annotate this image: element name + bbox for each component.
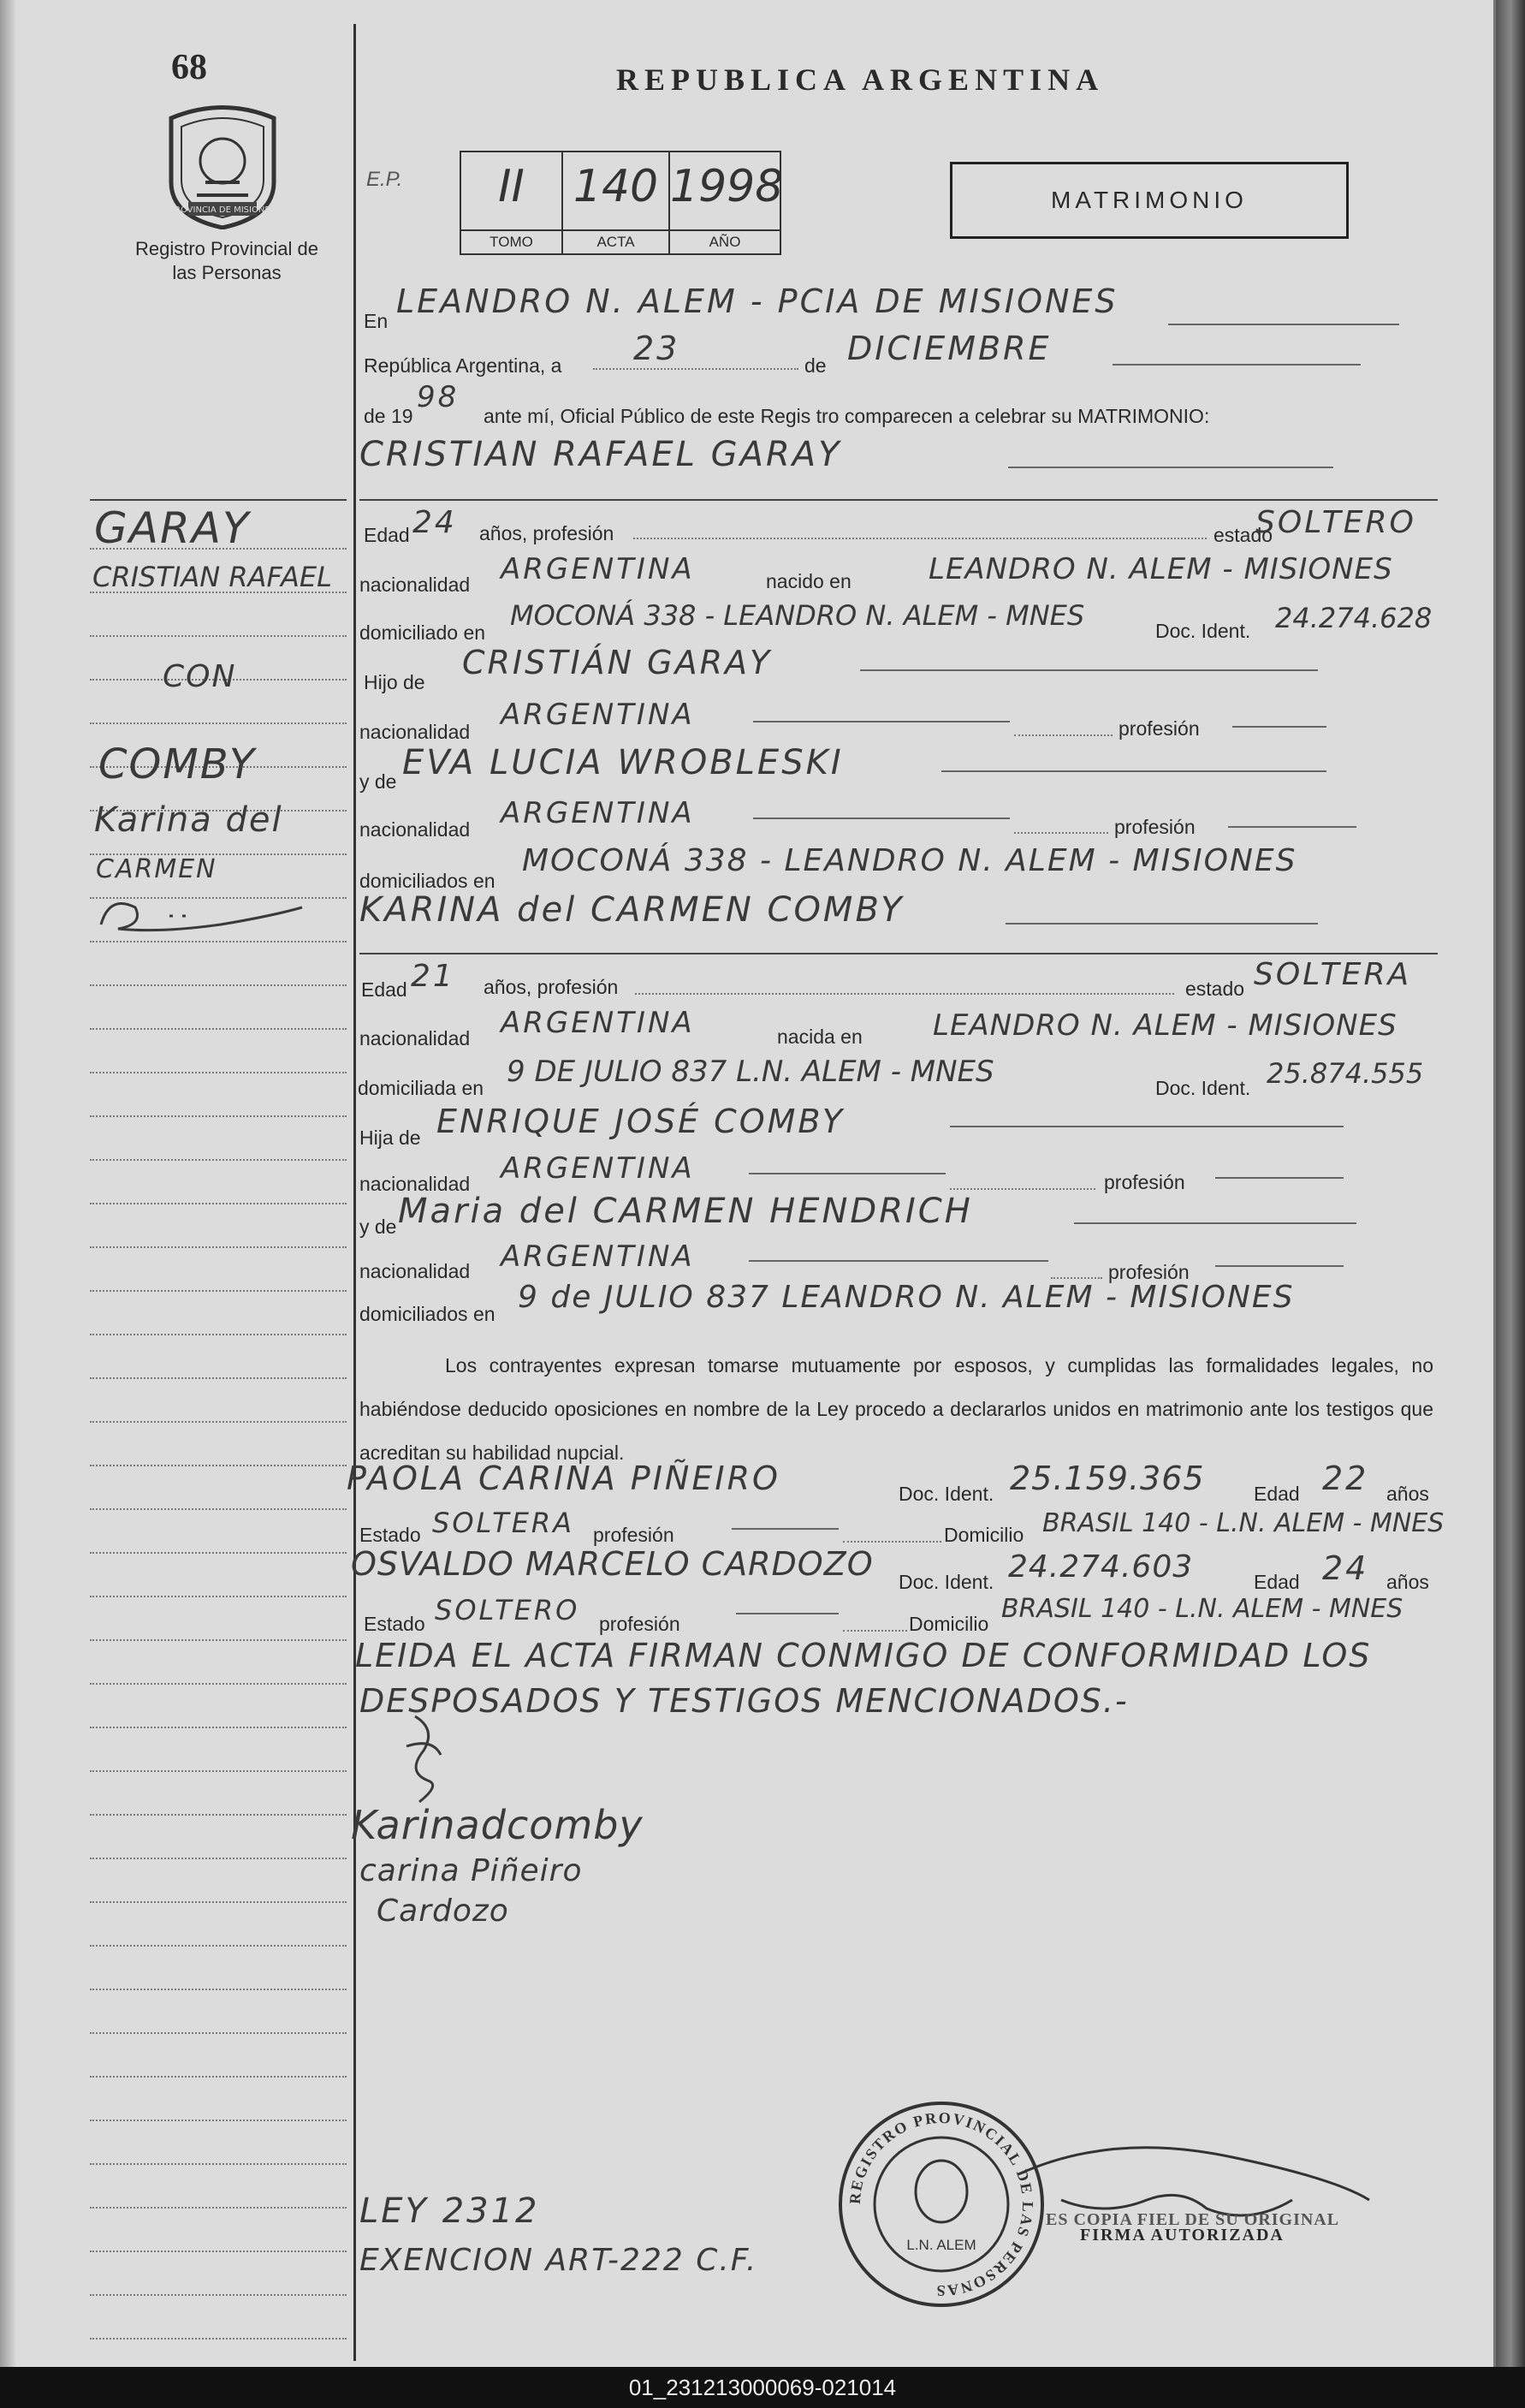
groom-nacido: LEANDRO N. ALEM - MISIONES <box>929 552 1393 586</box>
bride-father-nac: ARGENTINA <box>501 1151 695 1186</box>
hija-label: Hija de <box>359 1127 421 1149</box>
bride-mother-nac: ARGENTINA <box>501 1240 695 1274</box>
witness1-edad-label: Edad <box>1254 1483 1300 1505</box>
father-prof-label: profesión <box>1119 717 1200 740</box>
seal-label: PROVINCIA DE MISIONES <box>169 205 276 215</box>
parents-dom-label: domiciliados en <box>359 870 495 892</box>
witness2-doc: 24.274.603 <box>1008 1549 1194 1585</box>
witness2-dom-label: Domicilio <box>909 1613 989 1635</box>
section-rule <box>359 499 1438 501</box>
bride-doc: 25.874.555 <box>1267 1057 1424 1090</box>
republica-label: República Argentina, a <box>364 354 562 377</box>
estado-label: estado <box>1213 524 1273 546</box>
tomo-cell <box>461 152 563 253</box>
witness1-domicilio: BRASIL 140 - L.N. ALEM - MNES <box>1042 1508 1445 1538</box>
doc-label: Doc. Ident. <box>1155 620 1251 642</box>
exencion-note: EXENCION ART-222 C.F. <box>359 2243 758 2278</box>
groom-signature <box>389 1712 458 1810</box>
witness1-estado: SOLTERA <box>432 1507 575 1539</box>
registry-name: Registro Provincial de las Personas <box>135 238 318 283</box>
fill-line <box>749 1260 1048 1262</box>
margin-surname-groom: GARAY <box>94 503 251 553</box>
witness2-edad-label: Edad <box>1254 1571 1300 1593</box>
country-title: REPUBLICA ARGENTINA <box>616 62 1105 97</box>
witness1-doc-label: Doc. Ident. <box>899 1483 994 1505</box>
margin-rule-line <box>90 1858 347 1859</box>
bride-parents-dom-label: domiciliados en <box>359 1303 495 1325</box>
margin-rule-line <box>90 1901 347 1903</box>
nacido-label: nacido en <box>766 570 852 592</box>
margin-rule-line <box>90 1727 347 1728</box>
groom-father-nac: ARGENTINA <box>501 698 695 732</box>
doc-label-2: Doc. Ident. <box>1155 1077 1251 1099</box>
margin-rule-line <box>90 1334 347 1335</box>
margin-rule-line <box>90 1159 347 1161</box>
margin-given-bride-2: CARMEN <box>96 854 217 884</box>
act-type-box: MATRIMONIO <box>950 162 1349 239</box>
witness2-domicilio: BRASIL 140 - L.N. ALEM - MNES <box>1001 1594 1403 1624</box>
father-nac-label: nacionalidad <box>359 721 471 743</box>
bride-nacida: LEANDRO N. ALEM - MISIONES <box>933 1008 1397 1043</box>
anos-profesion-label: años, profesión <box>479 522 614 544</box>
margin-rule-line <box>90 1115 347 1117</box>
margin-rule-line <box>90 1770 347 1772</box>
bride-mother-nac-label: nacionalidad <box>359 1260 471 1282</box>
margin-rule-line <box>90 2250 347 2252</box>
stamp-center: L.N. ALEM <box>906 2237 976 2253</box>
bride-domicilio: 9 DE JULIO 837 L.N. ALEM - MNES <box>507 1055 994 1089</box>
margin-rule-line <box>90 1246 347 1248</box>
margin-rule-line <box>90 1203 347 1204</box>
margin-rule-line <box>90 1989 347 1990</box>
dotted-line <box>635 993 1174 995</box>
bride-nacionalidad: ARGENTINA <box>501 1006 695 1040</box>
margin-given-groom: CRISTIAN RAFAEL <box>92 561 332 593</box>
ano-label: AÑO <box>670 229 780 253</box>
declaration-text: Los contrayentes expresan tomarse mutuamente por esposos, y cumplidas las formalidades legales, no habiéndose deducido oposiciones en nombre de la Ley procedo a declararlos unidos en matrimonio ante los testigos que acreditan su habilidad nupcial. <box>359 1354 1433 1464</box>
margin-rule-line <box>90 1552 347 1554</box>
edad-label-2: Edad <box>361 978 407 1001</box>
misiones-seal <box>163 101 282 234</box>
closing-line1: LEIDA EL ACTA FIRMAN CONMIGO DE CONFORMIDAD LOS <box>355 1637 1372 1674</box>
margin-rule-line <box>90 2338 347 2340</box>
bride-father-prof-label: profesión <box>1104 1171 1185 1193</box>
groom-estado: SOLTERO <box>1255 505 1416 540</box>
acta-value: 140 <box>573 161 659 212</box>
bride-edad: 21 <box>411 959 455 994</box>
estado-label-2: estado <box>1185 978 1245 1000</box>
page-number: 68 <box>171 48 207 87</box>
dotted-line <box>1051 1277 1102 1279</box>
image-caption: 01_231213000069-021014 <box>0 2367 1525 2408</box>
witness1-edad: 22 <box>1322 1460 1369 1497</box>
margin-rule-line <box>90 1945 347 1947</box>
acta-cell <box>563 152 670 253</box>
fill-line <box>1232 726 1326 728</box>
margin-rule-line <box>90 2163 347 2165</box>
witness2-doc-label: Doc. Ident. <box>899 1571 994 1593</box>
year-suffix: 98 <box>417 380 460 414</box>
witness2-edad: 24 <box>1322 1549 1369 1587</box>
firma-autorizada: FIRMA AUTORIZADA <box>1080 2226 1285 2244</box>
margin-rule-line <box>90 2207 347 2209</box>
margin-rule-line <box>90 1596 347 1597</box>
witness1-signature: carina Piñeiro <box>359 1853 583 1888</box>
margin-rule-line <box>90 2076 347 2078</box>
year-prefix: de 19 <box>364 405 413 427</box>
groom-nacionalidad: ARGENTINA <box>501 552 695 586</box>
book-reference-box <box>460 151 784 255</box>
witness1-dom-label: Domicilio <box>944 1524 1024 1546</box>
margin-rule-line <box>90 984 347 986</box>
bride-father: ENRIQUE JOSÉ COMBY <box>436 1103 846 1140</box>
witness2-prof-label: profesión <box>599 1613 680 1635</box>
margin-rule-line <box>90 1290 347 1292</box>
margin-given-bride-1: Karina del <box>94 800 283 840</box>
bride-father-nac-label: nacionalidad <box>359 1173 471 1195</box>
ley-note: LEY 2312 <box>359 2191 540 2231</box>
intro-statement: ante mí, Oficial Público de este Regis tro comparecen a celebrar su MATRIMONIO: <box>484 405 1210 427</box>
margin-rule-line <box>90 1072 347 1073</box>
margin-rule-line <box>90 1377 347 1379</box>
fill-line <box>1168 324 1399 325</box>
margin-rule-line <box>90 2120 347 2121</box>
nacionalidad-label-2: nacionalidad <box>359 1027 471 1049</box>
margin-rule-line <box>90 722 347 724</box>
fill-line <box>753 818 1010 819</box>
bride-mother-prof-label: profesión <box>1108 1261 1190 1283</box>
margin-rule-line <box>90 1421 347 1423</box>
bride-mother-label: y de <box>359 1216 397 1238</box>
fill-line <box>732 1528 839 1530</box>
margin-flourish <box>92 890 315 946</box>
dotted-line <box>593 368 798 370</box>
groom-domicilio: MOCONÁ 338 - LEANDRO N. ALEM - MNES <box>510 599 1085 632</box>
dotted-line <box>843 1630 907 1632</box>
fill-line <box>1008 467 1333 468</box>
fill-line <box>950 1126 1344 1127</box>
ano-value: 1998 <box>670 161 784 212</box>
hijo-label: Hijo de <box>364 671 425 693</box>
fill-line <box>1074 1222 1356 1224</box>
closing-line2: DESPOSADOS Y TESTIGOS MENCIONADOS.- <box>359 1682 1129 1720</box>
margin-rule-line <box>90 2032 347 2034</box>
groom-parents-dom: MOCONÁ 338 - LEANDRO N. ALEM - MISIONES <box>522 843 1297 878</box>
margin-rule-line <box>90 2294 347 2296</box>
mother-nac-label: nacionalidad <box>359 818 471 841</box>
dotted-line <box>1014 832 1108 834</box>
groom-father: CRISTIÁN GARAY <box>462 644 773 681</box>
witness2-name: OSVALDO MARCELO CARDOZO <box>351 1545 874 1583</box>
witness2-anos-label: años <box>1386 1571 1429 1593</box>
nacionalidad-label: nacionalidad <box>359 574 471 596</box>
bride-parents-dom: 9 de JULIO 837 LEANDRO N. ALEM - MISIONES <box>518 1280 1295 1315</box>
margin-note: E.P. <box>366 168 403 191</box>
margin-rule-line <box>90 1508 347 1510</box>
dotted-line <box>950 1188 1095 1190</box>
margin-rule-line <box>90 1683 347 1685</box>
anos-profesion-label-2: años, profesión <box>484 976 619 998</box>
witness1-name: PAOLA CARINA PIÑEIRO <box>347 1460 780 1497</box>
margin-con: CON <box>163 659 237 694</box>
fill-line <box>753 721 1010 722</box>
margin-rule-line <box>90 1814 347 1816</box>
fill-line <box>736 1613 839 1614</box>
margin-rule-line <box>90 1465 347 1466</box>
margin-surname-bride: COMBY <box>98 740 257 788</box>
copy-stamp: ES COPIA FIEL DE SU ORIGINAL <box>1046 2210 1340 2229</box>
tomo-value: II <box>498 161 525 212</box>
fill-line <box>941 770 1326 772</box>
margin-rule-line <box>90 635 347 637</box>
stamp-ring-text: REGISTRO PROVINCIAL DE LAS PERSONAS <box>846 2108 1037 2300</box>
margin-rule-line <box>90 1639 347 1641</box>
mother-label: y de <box>359 770 397 793</box>
margin-divider <box>353 24 356 2361</box>
witness1-estado-label: Estado <box>359 1524 421 1546</box>
edad-label: Edad <box>364 524 410 546</box>
section-rule <box>359 953 1438 954</box>
fill-line <box>1215 1265 1344 1267</box>
witness1-prof-label: profesión <box>593 1524 674 1546</box>
acta-label: ACTA <box>563 229 668 253</box>
groom-mother: EVA LUCIA WROBLESKI <box>402 743 844 782</box>
bride-mother: Maria del CARMEN HENDRICH <box>398 1192 973 1231</box>
domicilio-label: domiciliado en <box>359 621 486 644</box>
witness2-signature: Cardozo <box>377 1894 509 1929</box>
margin-rule-line <box>90 1028 347 1030</box>
groom-doc: 24.274.628 <box>1275 602 1433 634</box>
witness2-estado-label: Estado <box>364 1613 425 1635</box>
witness1-doc: 25.159.365 <box>1010 1460 1205 1497</box>
fill-line <box>1113 364 1361 366</box>
dotted-line <box>1014 734 1113 736</box>
day-value: 23 <box>633 330 680 367</box>
mother-prof-label: profesión <box>1114 816 1196 838</box>
bride-name: KARINA del CARMEN COMBY <box>359 890 905 930</box>
en-label: En <box>364 310 389 332</box>
bride-estado: SOLTERA <box>1254 957 1412 992</box>
dotted-line <box>843 1541 941 1543</box>
fill-line <box>749 1173 946 1174</box>
fill-line <box>1006 923 1318 925</box>
nacida-label: nacida en <box>777 1026 863 1048</box>
page-binding <box>0 0 15 2367</box>
witness2-estado: SOLTERO <box>435 1594 580 1626</box>
groom-edad: 24 <box>412 505 457 540</box>
place-value: LEANDRO N. ALEM - PCIA DE MISIONES <box>396 282 1119 320</box>
book-edge <box>1496 0 1525 2367</box>
fill-line <box>1228 826 1356 828</box>
domiciliada-label: domiciliada en <box>358 1077 484 1099</box>
groom-name: CRISTIAN RAFAEL GARAY <box>359 435 842 474</box>
witness1-anos-label: años <box>1386 1483 1429 1505</box>
fill-line <box>1215 1177 1344 1179</box>
groom-mother-nac: ARGENTINA <box>501 796 695 830</box>
month-value: DICIEMBRE <box>847 330 1052 367</box>
de-label: de <box>804 354 827 377</box>
ano-cell <box>670 152 784 253</box>
bride-signature: Karinadcomby <box>351 1802 644 1848</box>
dotted-line <box>633 538 1207 539</box>
tomo-label: TOMO <box>461 229 561 253</box>
margin-rule <box>90 499 347 501</box>
fill-line <box>860 669 1318 671</box>
